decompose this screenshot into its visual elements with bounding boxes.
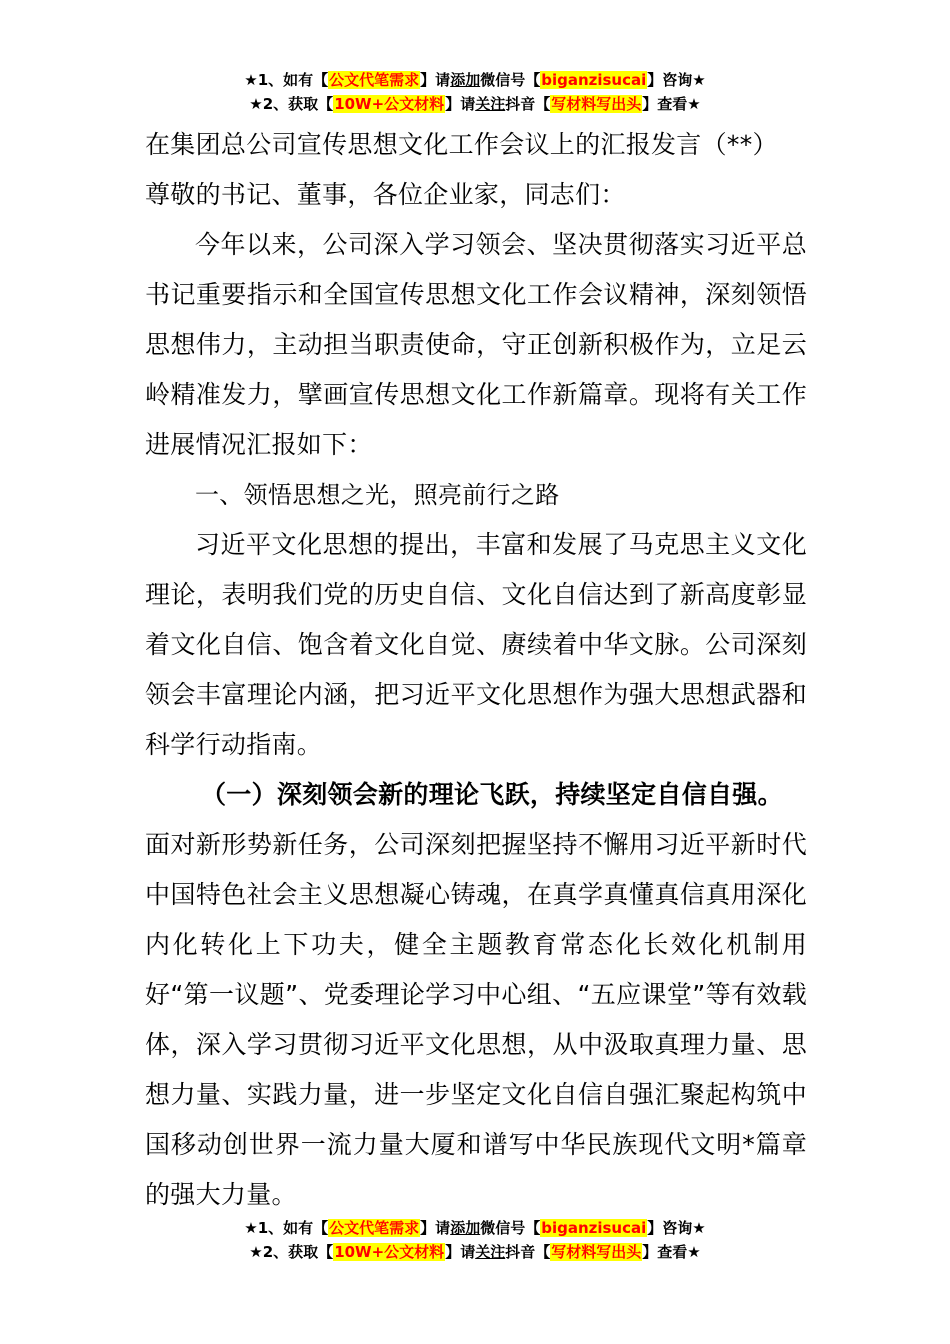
highlight-wechat-id: biganzisucai [541, 71, 647, 89]
section-1-heading: 一、领悟思想之光，照亮前行之路 [195, 481, 560, 509]
footer-banner [0, 1217, 950, 1265]
banner-line-2 [0, 1241, 950, 1265]
banner-text: 抖音【 [505, 95, 551, 113]
section-1-paragraph: 习近平文化思想的提出，丰富和发展了马克思主义文化理论，表明我们党的历史自信、文化自信达到了新高度彰显着文化自信、饱含着文化自觉、赓续着中华文脉。公司深刻领会丰富理论内涵，把习近平文化思想作为强大思想武器和科学行动指南。 [145, 530, 807, 759]
banner-text: 】查看★ [642, 1243, 701, 1261]
document-body [145, 120, 807, 1220]
banner-text: ★1、如有【 [244, 1219, 329, 1237]
highlight-service: 公文代笔需求 [329, 71, 420, 89]
highlight-materials: 10W+公文材料 [334, 1243, 445, 1261]
banner-text: ★1、如有【 [244, 71, 329, 89]
banner-line-1 [0, 69, 950, 93]
document-title: 在集团总公司宣传思想文化工作会议上的汇报发言（**） [145, 130, 778, 159]
highlight-wechat-id: biganzisucai [541, 1219, 647, 1237]
subsection-1-paragraph: 面对新形势新任务，公司深刻把握坚持不懈用习近平新时代中国特色社会主义思想凝心铸魂，在真学真懂真信真用深化内化转化上下功夫，健全主题教育常态化长效化机制用好“第一议题”、党委理论学习中心组、“五应课堂”等有效载体，深入学习贯彻习近平文化思想，从中汲取真理力量、思想力量、实践力量，进一步坚定文化自信自强汇聚起构筑中国移动创世界一流力量大厦和谱写中华民族现代文明*篇章的强大力量。 [145, 830, 807, 1209]
banner-text: 】咨询★ [647, 1219, 706, 1237]
banner-line-1 [0, 1217, 950, 1241]
banner-text: 】请 [420, 71, 451, 89]
intro-paragraph: 今年以来，公司深入学习领会、坚决贯彻落实习近平总书记重要指示和全国宣传思想文化工作会议精神，深刻领悟思想伟力，主动担当职责使命，守正创新积极作为，立足云岭精准发力，擘画宣传思想文化工作新篇章。现将有关工作进展情况汇报如下： [145, 230, 807, 459]
banner-text: 微信号【 [480, 71, 541, 89]
banner-line-2 [0, 93, 950, 117]
banner-text: 】请 [420, 1219, 451, 1237]
highlight-service: 公文代笔需求 [329, 1219, 420, 1237]
subsection-1-heading: （一）深刻领会新的理论飞跃，持续坚定自信自强。 [201, 780, 783, 809]
banner-text: 微信号【 [480, 1219, 541, 1237]
banner-text: ★2、获取【 [249, 1243, 334, 1261]
banner-emphasis: 添加 [450, 1219, 481, 1237]
banner-emphasis: 添加 [450, 71, 481, 89]
banner-text: 】请 [445, 95, 476, 113]
salutation: 尊敬的书记、董事，各位企业家，同志们： [145, 180, 626, 209]
banner-text: ★2、获取【 [249, 95, 334, 113]
banner-emphasis: 关注 [475, 1243, 506, 1261]
banner-text: 抖音【 [505, 1243, 551, 1261]
highlight-douyin-account: 写材料写出头 [551, 1243, 642, 1261]
banner-emphasis: 关注 [475, 95, 506, 113]
highlight-materials: 10W+公文材料 [334, 95, 445, 113]
header-banner [0, 69, 950, 117]
banner-text: 】请 [445, 1243, 476, 1261]
highlight-douyin-account: 写材料写出头 [551, 95, 642, 113]
banner-text: 】查看★ [642, 95, 701, 113]
banner-text: 】咨询★ [647, 71, 706, 89]
